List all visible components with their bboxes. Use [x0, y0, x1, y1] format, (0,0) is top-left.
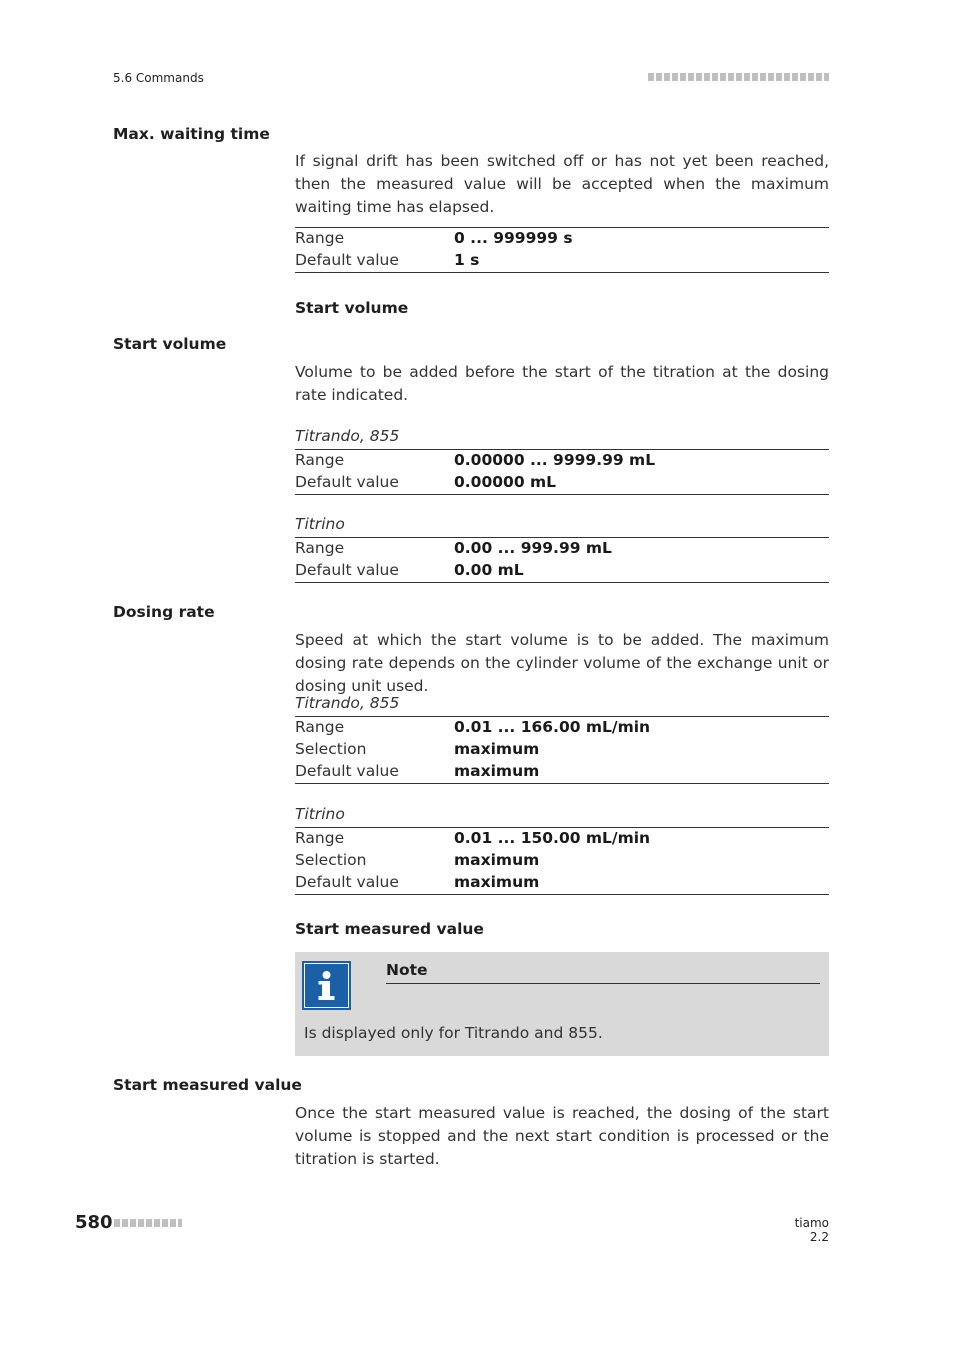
table-row	[295, 450, 829, 472]
note-divider	[386, 983, 820, 984]
param-table-start-volume-titrino	[295, 537, 829, 583]
row-value: 0.00 ... 999.99 mL	[454, 539, 612, 557]
row-value: 0 ... 999999 s	[454, 229, 573, 247]
row-value: maximum	[454, 762, 540, 780]
row-value: maximum	[454, 873, 540, 891]
header-decoration	[648, 73, 829, 81]
row-value: 1 s	[454, 251, 480, 269]
table-row	[295, 560, 829, 582]
table-row	[295, 228, 829, 250]
row-key: Default value	[295, 873, 399, 891]
row-key: Range	[295, 451, 345, 469]
param-table-dosing-rate-titrino	[295, 827, 829, 895]
note-text: Is displayed only for Titrando and 855.	[304, 1024, 603, 1042]
row-value: 0.00000 mL	[454, 473, 557, 491]
note-box	[295, 952, 829, 1056]
row-key: Default value	[295, 251, 399, 269]
table-row	[295, 250, 829, 272]
note-title: Note	[386, 961, 428, 979]
param-description-start-volume: Volume to be added before the start of the titration at the dosing rate indicated.	[295, 363, 829, 404]
row-key: Selection	[295, 740, 367, 758]
param-description-start-measured-value: Once the start measured value is reached, the dosing of the start volume is stopped and the next start condition is processed or the titration is started.	[295, 1104, 829, 1168]
row-value: 0.00 mL	[454, 561, 524, 579]
table-row	[295, 828, 829, 850]
table-row	[295, 717, 829, 739]
subsection-heading-start-volume: Start volume	[295, 299, 409, 317]
row-key: Range	[295, 718, 345, 736]
group-label-titrando-855: Titrando, 855	[295, 694, 400, 712]
page-number: 580	[75, 1212, 113, 1233]
row-value: maximum	[454, 740, 540, 758]
row-key: Range	[295, 829, 345, 847]
table-row	[295, 739, 829, 761]
running-header-section: 5.6 Commands	[113, 71, 204, 85]
param-label-dosing-rate: Dosing rate	[113, 603, 215, 621]
param-description-dosing-rate: Speed at which the start volume is to be added. The maximum dosing rate depends on the cylinder volume of the exchange unit or dosing unit used.	[295, 631, 829, 695]
footer-decoration	[114, 1219, 182, 1227]
row-value: 0.01 ... 150.00 mL/min	[454, 829, 651, 847]
row-key: Range	[295, 229, 345, 247]
table-row	[295, 872, 829, 894]
row-key: Default value	[295, 762, 399, 780]
table-row	[295, 761, 829, 783]
param-table-dosing-rate-titrando	[295, 716, 829, 784]
row-value: 0.00000 ... 9999.99 mL	[454, 451, 656, 469]
row-key: Default value	[295, 561, 399, 579]
table-row	[295, 538, 829, 560]
product-name: tiamo 2.2	[794, 1216, 829, 1244]
row-key: Range	[295, 539, 345, 557]
row-value: 0.01 ... 166.00 mL/min	[454, 718, 651, 736]
row-value: maximum	[454, 851, 540, 869]
param-description-max-waiting-time: If signal drift has been switched off or has not yet been reached, then the measured value will be accepted when the maximum waiting time has elapsed.	[295, 152, 829, 216]
param-table-max-waiting-time	[295, 227, 829, 273]
info-icon	[304, 963, 349, 1008]
table-row	[295, 850, 829, 872]
table-row	[295, 472, 829, 494]
subsection-heading-start-measured-value: Start measured value	[295, 920, 484, 938]
group-label-titrino: Titrino	[295, 515, 345, 533]
param-label-max-waiting-time: Max. waiting time	[113, 125, 270, 143]
row-key: Default value	[295, 473, 399, 491]
param-label-start-volume: Start volume	[113, 335, 227, 353]
group-label-titrino: Titrino	[295, 805, 345, 823]
param-table-start-volume-titrando	[295, 449, 829, 495]
group-label-titrando-855: Titrando, 855	[295, 427, 400, 445]
row-key: Selection	[295, 851, 367, 869]
param-label-start-measured-value: Start measured value	[113, 1076, 302, 1094]
